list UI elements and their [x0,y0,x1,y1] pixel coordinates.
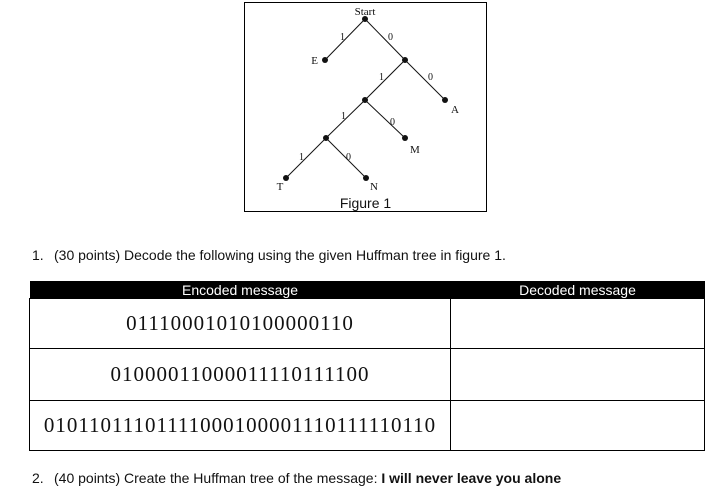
header-decoded-message: Decoded message [451,281,705,299]
edge-label-start-node1: 0 [388,32,393,43]
question-1-text: (30 points) Decode the following using the given Huffman tree in figure 1. [54,247,506,263]
encoded-message-cell: 01000011000011110111100 [30,349,451,401]
huffman-tree-figure [244,2,487,212]
node-a [442,97,448,103]
label-e: E [311,55,318,67]
huffman-tree-diagram [245,3,488,213]
table-row [30,349,705,401]
edge-label-start-e: 1 [340,32,345,43]
node-internal-2 [362,97,368,103]
question-2-number: 2. [32,470,44,486]
edge-label-node3-t: 1 [299,152,304,163]
label-a: A [451,104,459,116]
table-row [30,401,705,451]
label-start: Start [354,6,376,18]
question-2-message: I will never leave you alone [381,470,562,486]
question-2 [32,470,561,486]
decoded-message-cell[interactable] [451,299,705,349]
node-internal-3 [323,135,329,141]
node-m [402,135,408,141]
edge-node1-node2 [365,60,405,100]
question-2-text: (40 points) Create the Huffman tree of the message: [54,470,382,486]
node-internal-1 [402,57,408,63]
label-m: M [410,144,420,156]
decoded-message-cell[interactable] [451,349,705,401]
node-n [363,175,369,181]
edge-start-node1 [365,19,405,60]
figure-caption: Figure 1 [339,195,392,211]
edge-label-node1-node2: 1 [379,72,384,83]
question-1-number: 1. [32,247,44,263]
label-n: N [370,181,378,193]
edge-label-node1-a: 0 [428,72,433,83]
edge-start-e [325,19,365,60]
encoded-message-cell: 01110001010100000110 [30,299,451,349]
decoded-message-cell[interactable] [451,401,705,451]
edge-label-node2-m: 0 [390,117,395,128]
header-encoded-message: Encoded message [30,281,451,299]
encoding-table [29,281,705,451]
table-header-row [30,281,705,299]
edge-node1-a [405,60,445,100]
node-e [322,57,328,63]
table-row [30,299,705,349]
edge-node2-m [365,100,405,138]
edge-label-node3-n: 0 [346,152,351,163]
label-t: T [276,181,284,193]
edge-label-node2-node3: 1 [341,111,346,122]
encoded-message-cell: 01011011101111000100001110111110110 [30,401,451,451]
node-t [283,175,289,181]
question-1 [32,247,506,263]
edge-node3-t [286,138,326,178]
